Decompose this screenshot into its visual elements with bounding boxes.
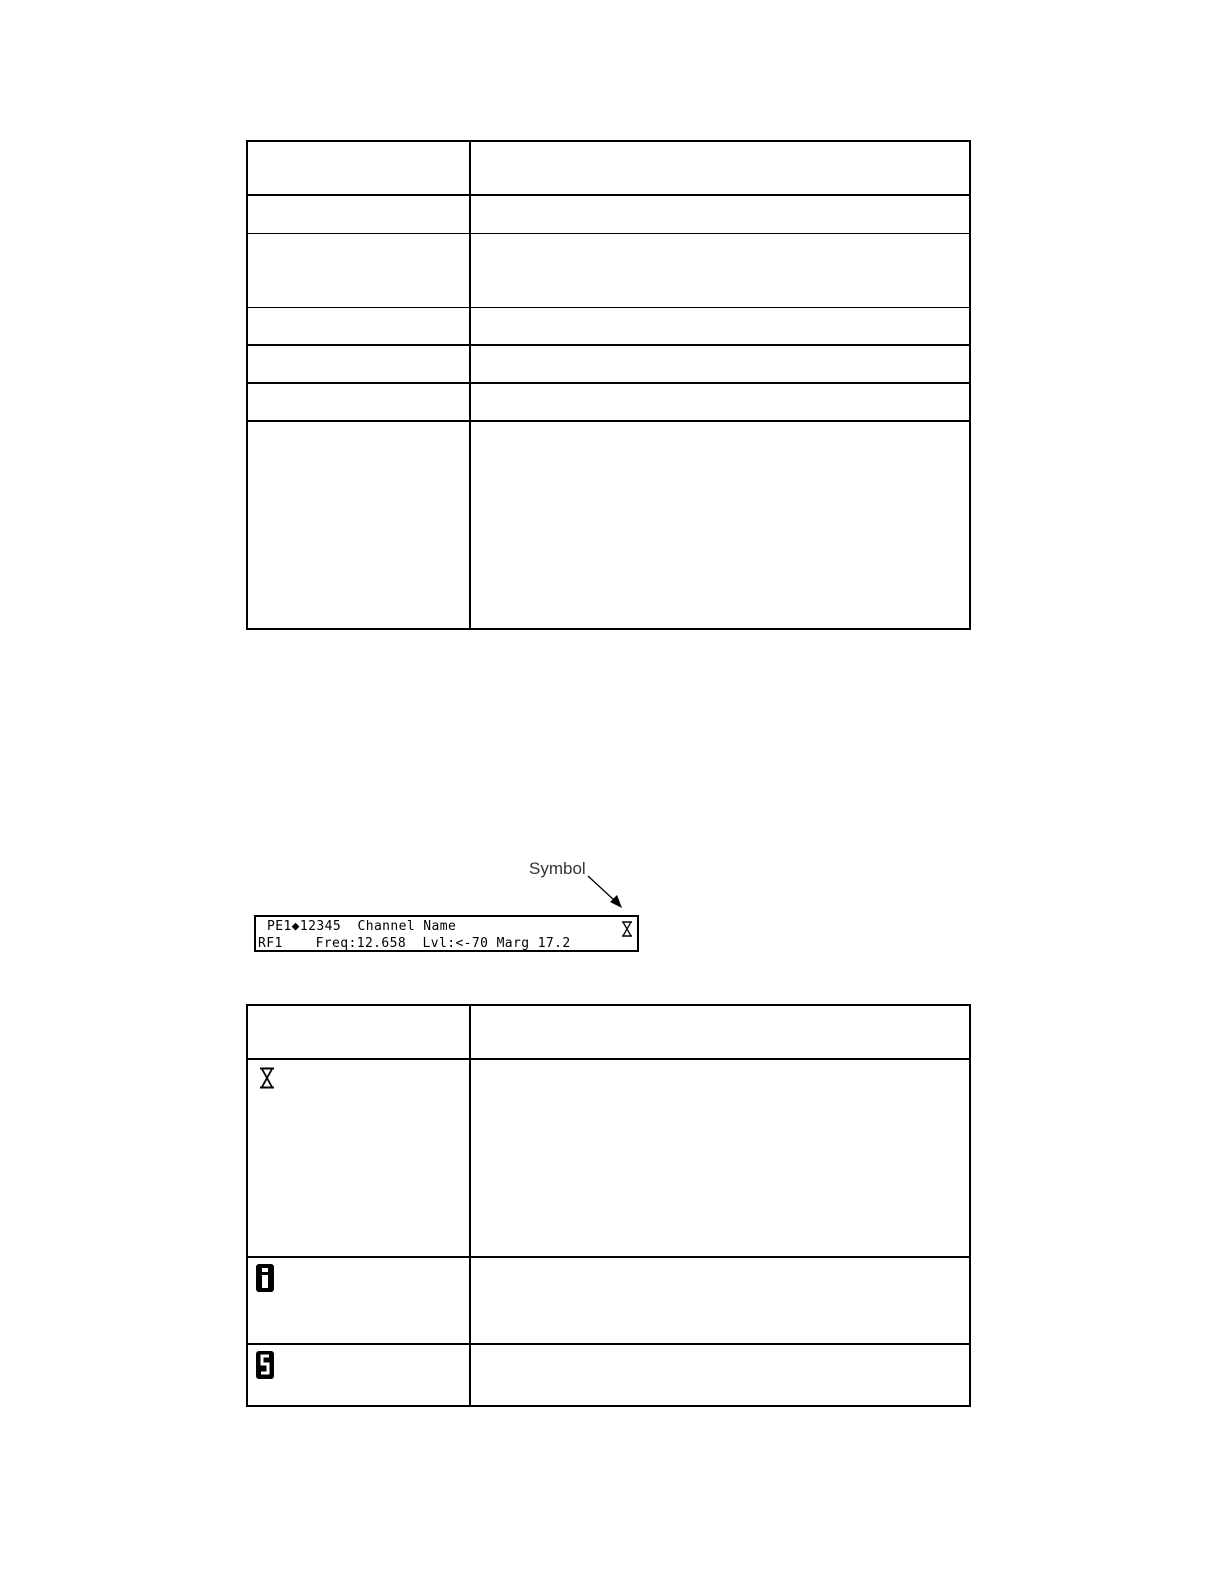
table-cell [470, 1059, 970, 1257]
table-cell [470, 307, 970, 345]
s-block-icon [254, 1350, 276, 1380]
lcd-display [254, 915, 639, 952]
table-cell [247, 307, 470, 345]
table-row [247, 1344, 970, 1406]
table-cell [247, 141, 470, 195]
table-cell [470, 141, 970, 195]
table-row [247, 1059, 970, 1257]
hourglass-icon [621, 921, 633, 937]
callout-arrow-icon [586, 874, 626, 914]
table-row [247, 307, 970, 345]
table-row [247, 195, 970, 233]
symbol-callout-label: Symbol [529, 859, 586, 878]
table-cell [247, 195, 470, 233]
table-cell [470, 1344, 970, 1406]
table-cell [470, 421, 970, 629]
table-cell [247, 1257, 470, 1344]
lcd-line-2: RF1 Freq:12.658 Lvl:<-70 Marg 17.2 [258, 936, 571, 951]
table-row [247, 1257, 970, 1344]
info-i-icon [254, 1263, 276, 1293]
table-cell [470, 233, 970, 307]
table-cell [470, 383, 970, 421]
table-header-row [247, 141, 970, 195]
table-cell [247, 1059, 470, 1257]
table-cell [247, 383, 470, 421]
lcd-line-1: PE1◆12345 Channel Name [267, 919, 457, 934]
table-row [247, 233, 970, 307]
table-cell [470, 195, 970, 233]
table-cell [470, 345, 970, 383]
table-cell [247, 421, 470, 629]
table-cell [247, 1344, 470, 1406]
table-cell [470, 1005, 970, 1059]
symbol-table [246, 1004, 971, 1407]
table-header-row [247, 1005, 970, 1059]
status-table [246, 140, 971, 630]
hourglass-icon [259, 1067, 275, 1089]
table-cell [247, 233, 470, 307]
table-cell [470, 1257, 970, 1344]
table-cell [247, 1005, 470, 1059]
table-row [247, 421, 970, 629]
table-cell [247, 345, 470, 383]
table-row [247, 383, 970, 421]
table-row [247, 345, 970, 383]
